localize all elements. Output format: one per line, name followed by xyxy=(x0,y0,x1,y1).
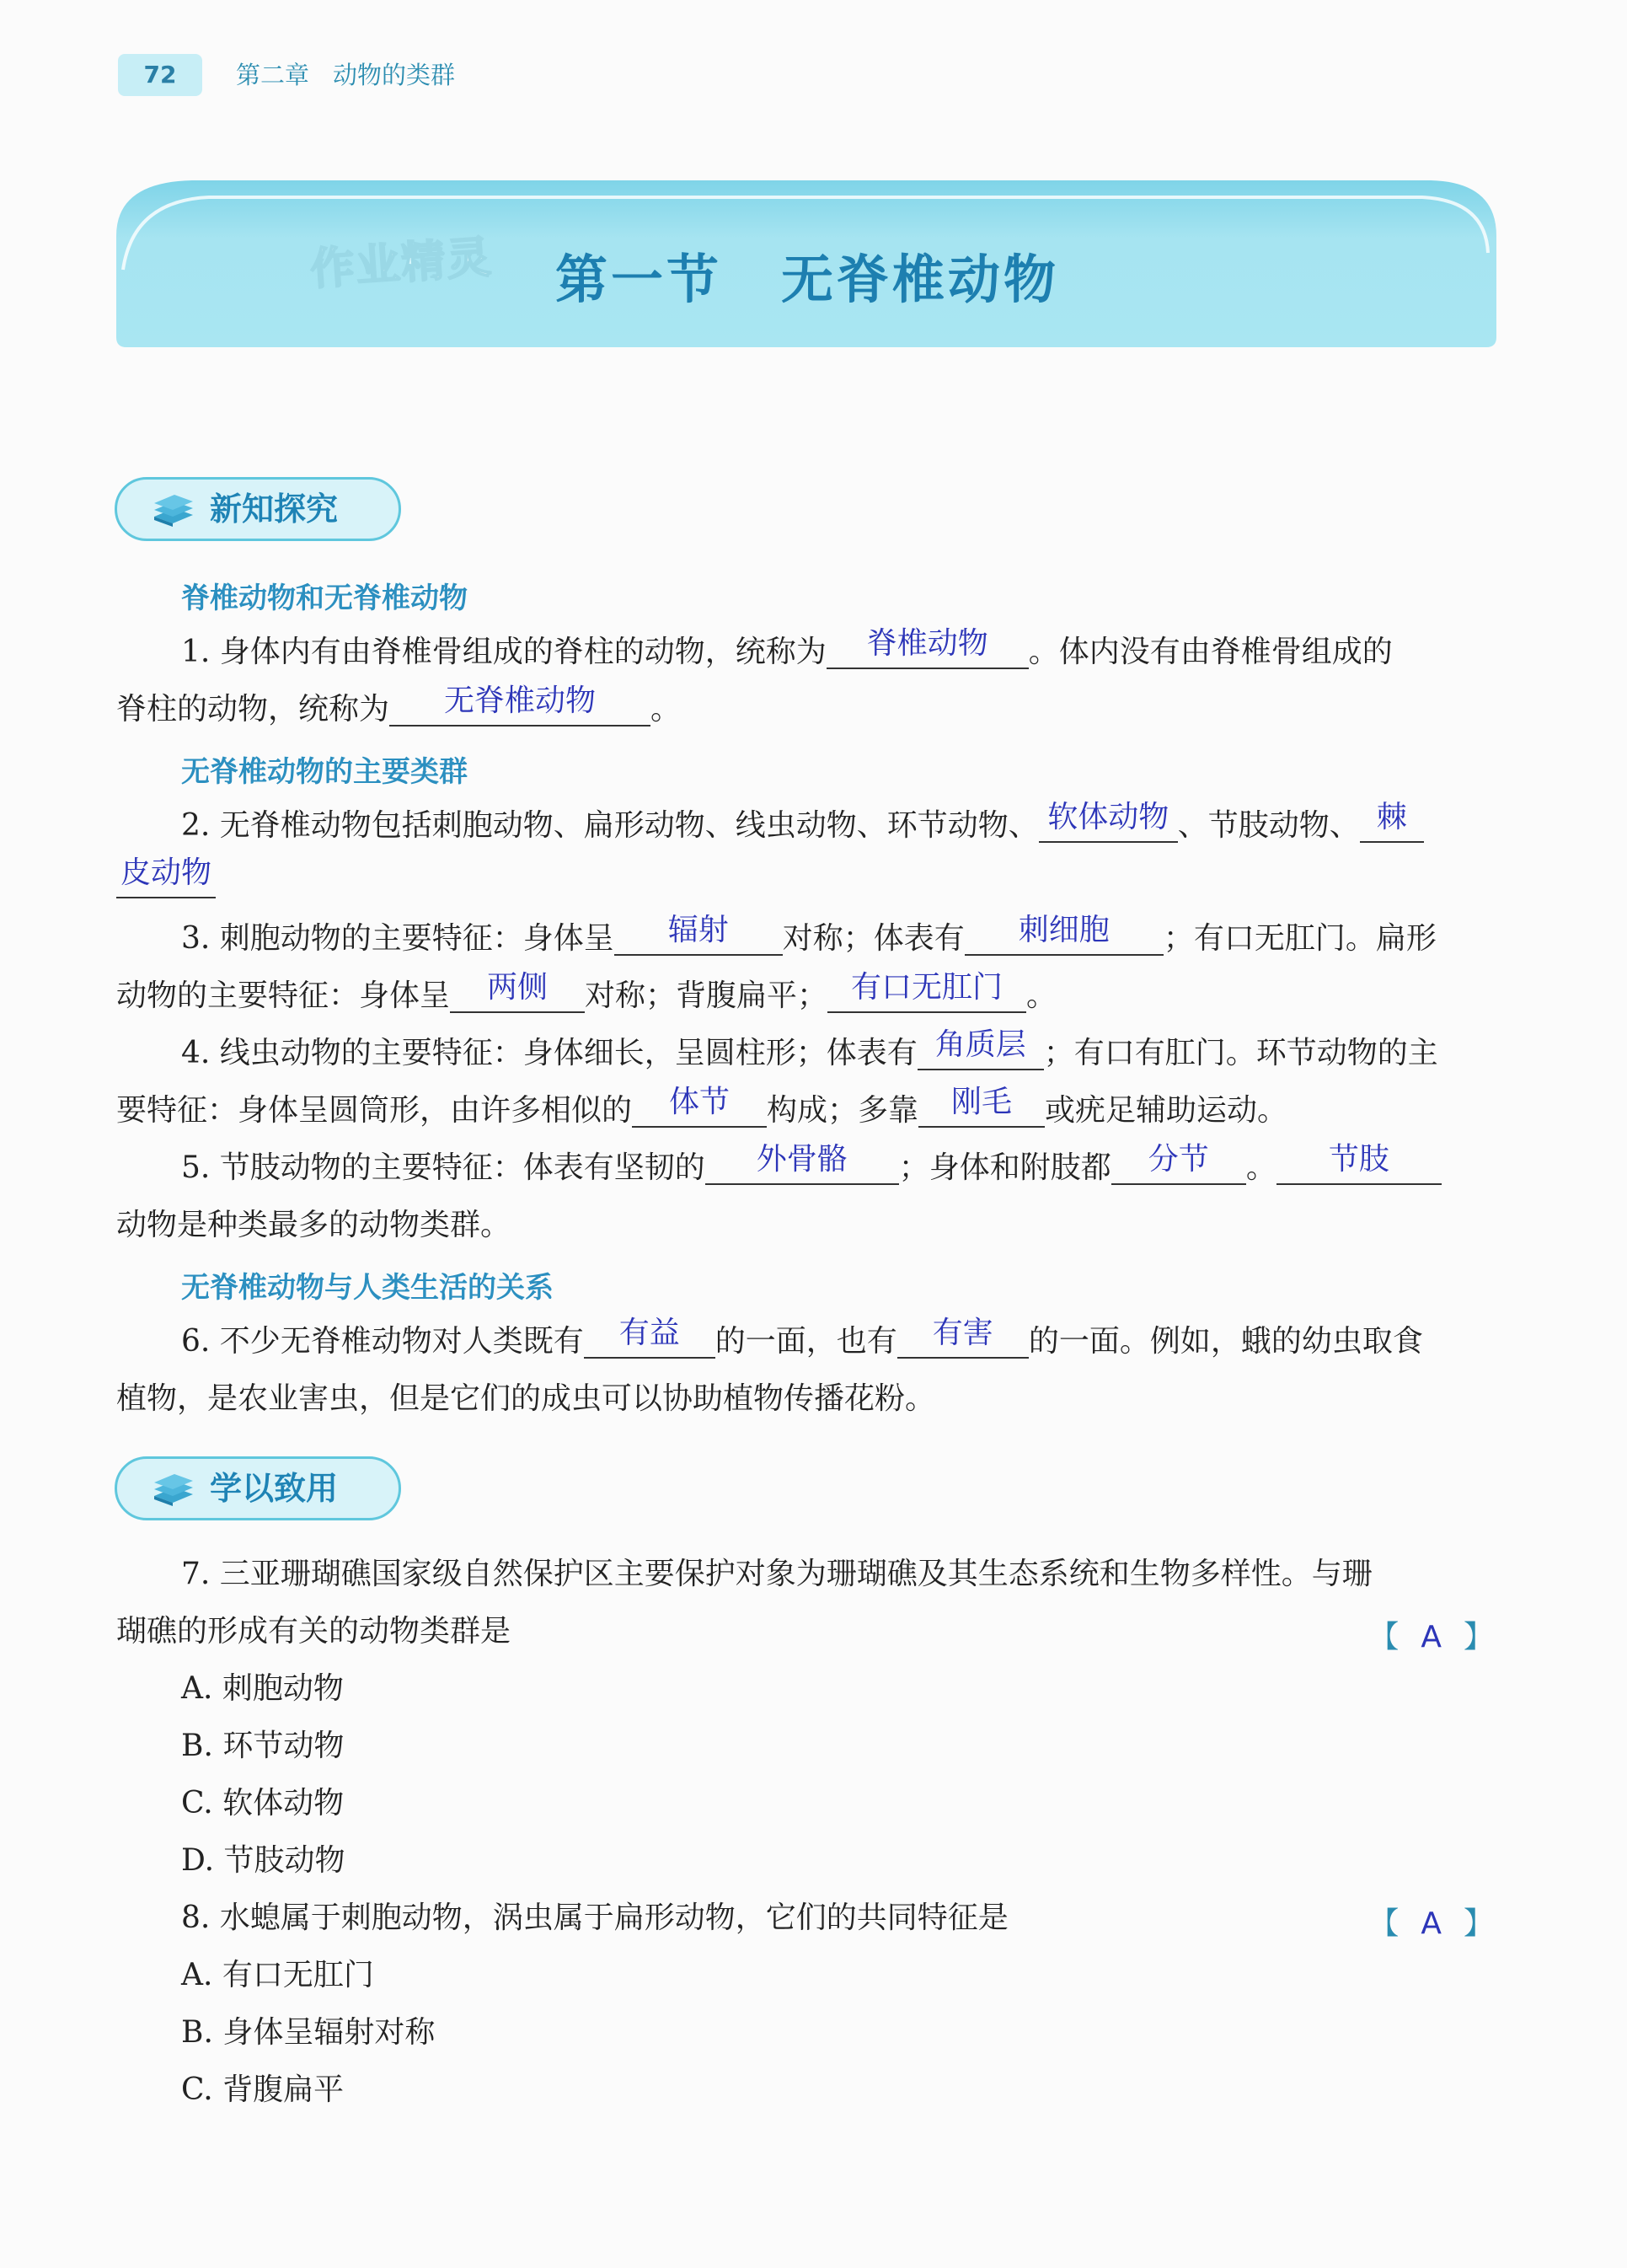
q7-stem-line2: 瑚礁的形成有关的动物类群是 xyxy=(116,1614,511,1649)
q5-text-c: 。 xyxy=(1245,1150,1276,1185)
q5-line1 xyxy=(181,1142,1442,1188)
q4-line1 xyxy=(181,1027,1438,1074)
q2-answer-2a: 棘 xyxy=(1376,800,1407,834)
q6-text-a: 6. 不少无脊椎动物对人类既有 xyxy=(181,1324,584,1359)
q3-line2 xyxy=(116,970,1057,1016)
q8-answer-bracket xyxy=(1368,1900,1494,1943)
q4-line2 xyxy=(116,1085,1288,1131)
q6-text-c: 的一面。例如，蛾的幼虫取食 xyxy=(1028,1324,1423,1359)
q1-answer-1: 脊椎动物 xyxy=(866,626,988,661)
q4-blank-2 xyxy=(632,1085,767,1128)
q1-blank-1 xyxy=(827,626,1029,669)
q4-blank-1 xyxy=(918,1027,1044,1070)
q5-blank-2 xyxy=(1111,1142,1246,1185)
q7-answer-bracket xyxy=(1368,1613,1494,1656)
q2-text-a: 2. 无脊椎动物包括刺胞动物、扁形动物、线虫动物、环节动物、 xyxy=(181,808,1039,843)
chapter-title: 动物的类群 xyxy=(333,61,456,89)
q2-blank-1 xyxy=(1039,800,1178,843)
q3-text-a: 3. 刺胞动物的主要特征：身体呈 xyxy=(181,921,614,956)
book-stack-icon xyxy=(151,493,196,528)
q3-answer-4: 有口无肛门 xyxy=(851,970,1003,1005)
q6-blank-1 xyxy=(584,1316,715,1359)
q5-text-d: 动物是种类最多的动物类群。 xyxy=(116,1208,511,1242)
q1-line2 xyxy=(116,684,682,730)
q2-line1 xyxy=(181,800,1424,846)
q1-answer-2: 无脊椎动物 xyxy=(444,684,597,718)
book-stack-icon xyxy=(151,1472,196,1508)
running-head xyxy=(236,54,455,96)
q8-option-a: A. 有口无肛门 xyxy=(181,1958,374,1992)
q5-line2 xyxy=(116,1205,511,1246)
section-banner xyxy=(116,177,1498,349)
q2-answer-1: 软体动物 xyxy=(1047,800,1169,834)
q1-line1 xyxy=(181,626,1393,673)
bracket-open: 【 xyxy=(1368,1620,1400,1654)
q3-blank-3 xyxy=(450,970,585,1013)
q4-text-d: 构成；多靠 xyxy=(767,1093,919,1128)
q4-blank-3 xyxy=(918,1085,1045,1128)
q1-text-d: 。 xyxy=(650,692,682,727)
q6-line1 xyxy=(181,1316,1423,1362)
q7-option-b: B. 环节动物 xyxy=(181,1729,345,1763)
q2-answer-2b: 皮动物 xyxy=(120,855,211,890)
q6-answer-2: 有害 xyxy=(932,1316,993,1350)
q5-text-b: ；身体和附肢都 xyxy=(898,1150,1111,1185)
q3-answer-2: 刺细胞 xyxy=(1018,913,1110,947)
q8-option-b: B. 身体呈辐射对称 xyxy=(181,2015,436,2050)
q2-blank-2b xyxy=(116,855,216,898)
q4-text-c: 要特征：身体呈圆筒形，由许多相似的 xyxy=(116,1093,633,1128)
q3-blank-1 xyxy=(614,913,783,956)
bracket-close: 】 xyxy=(1463,1620,1494,1654)
q6-text-d: 植物，是农业害虫，但是它们的成虫可以协助植物传播花粉。 xyxy=(116,1381,936,1416)
q3-text-f: 。 xyxy=(1026,979,1057,1013)
q6-text-b: 的一面，也有 xyxy=(714,1324,897,1359)
q7-option-d: D. 节肢动物 xyxy=(181,1843,345,1878)
q3-answer-3: 两侧 xyxy=(487,970,549,1005)
q2-text-b: 、节肢动物、 xyxy=(1177,808,1360,843)
section-tag-apply xyxy=(115,1456,401,1520)
section-tag-label: 学以致用 xyxy=(210,1470,339,1507)
q4-text-a: 4. 线虫动物的主要特征：身体细长，呈圆柱形；体表有 xyxy=(181,1036,918,1070)
q4-text-b: ；有口有肛门。环节动物的主 xyxy=(1043,1036,1438,1070)
q6-blank-2 xyxy=(897,1316,1029,1359)
subhead-invertebrate-groups: 无脊椎动物的主要类群 xyxy=(181,755,468,789)
section-tag-label: 新知探究 xyxy=(210,491,339,528)
q1-text-c: 脊柱的动物，统称为 xyxy=(116,692,390,727)
q7-option-c: C. 软体动物 xyxy=(181,1786,345,1820)
q5-answer-2: 分节 xyxy=(1148,1142,1209,1177)
q7-stem-line1: 7. 三亚珊瑚礁国家级自然保护区主要保护对象为珊瑚礁及其生态系统和生物多样性。与珊 xyxy=(181,1557,1373,1591)
q4-text-e: 或疣足辅助运动。 xyxy=(1045,1093,1288,1128)
q5-blank-1 xyxy=(705,1142,899,1185)
page-number: 72 xyxy=(118,54,202,96)
q6-answer-1: 有益 xyxy=(618,1316,680,1350)
q1-blank-2 xyxy=(389,684,650,727)
section-number: 第一节 xyxy=(554,249,722,310)
q8-option-c: C. 背腹扁平 xyxy=(181,2072,345,2107)
q3-text-d: 动物的主要特征：身体呈 xyxy=(116,979,451,1013)
q4-answer-2: 体节 xyxy=(669,1085,731,1119)
section-name: 无脊椎动物 xyxy=(781,249,1060,310)
q3-text-c: ；有口无肛门。扁形 xyxy=(1163,921,1437,956)
q5-blank-3 xyxy=(1276,1142,1442,1185)
section-tag-new-knowledge xyxy=(115,477,401,541)
q4-answer-1: 角质层 xyxy=(934,1027,1026,1062)
q5-text-a: 5. 节肢动物的主要特征：体表有坚韧的 xyxy=(181,1150,705,1185)
watermark: 作业精灵 xyxy=(308,232,495,296)
q2-blank-2a xyxy=(1360,800,1424,843)
subhead-vertebrates: 脊椎动物和无脊椎动物 xyxy=(181,582,468,615)
q1-text-b: 。体内没有由脊椎骨组成的 xyxy=(1028,635,1393,669)
q7-option-a: A. 刺胞动物 xyxy=(181,1671,344,1706)
q3-blank-4 xyxy=(827,970,1026,1013)
q8-answer: A xyxy=(1421,1906,1442,1941)
bracket-close: 】 xyxy=(1463,1906,1494,1941)
q5-answer-3: 节肢 xyxy=(1328,1142,1389,1177)
section-title xyxy=(116,238,1498,313)
q4-answer-3: 刚毛 xyxy=(951,1085,1013,1119)
q5-answer-1: 外骨骼 xyxy=(756,1142,848,1177)
q8-stem: 8. 水螅属于刺胞动物，涡虫属于扁形动物，它们的共同特征是 xyxy=(181,1901,1009,1935)
q6-line2 xyxy=(116,1379,935,1419)
q2-line2 xyxy=(116,855,216,902)
chapter-number: 第二章 xyxy=(236,61,310,89)
q3-answer-1: 辐射 xyxy=(667,913,729,947)
q3-blank-2 xyxy=(965,913,1164,956)
q3-text-b: 对称；体表有 xyxy=(782,921,965,956)
q7-answer: A xyxy=(1421,1620,1442,1654)
q1-text-a: 1. 身体内有由脊椎骨组成的脊柱的动物，统称为 xyxy=(181,635,827,669)
q3-line1 xyxy=(181,913,1437,959)
bracket-open: 【 xyxy=(1368,1906,1400,1941)
subhead-relationship: 无脊椎动物与人类生活的关系 xyxy=(181,1271,554,1305)
q3-text-e: 对称；背腹扁平； xyxy=(585,979,828,1013)
